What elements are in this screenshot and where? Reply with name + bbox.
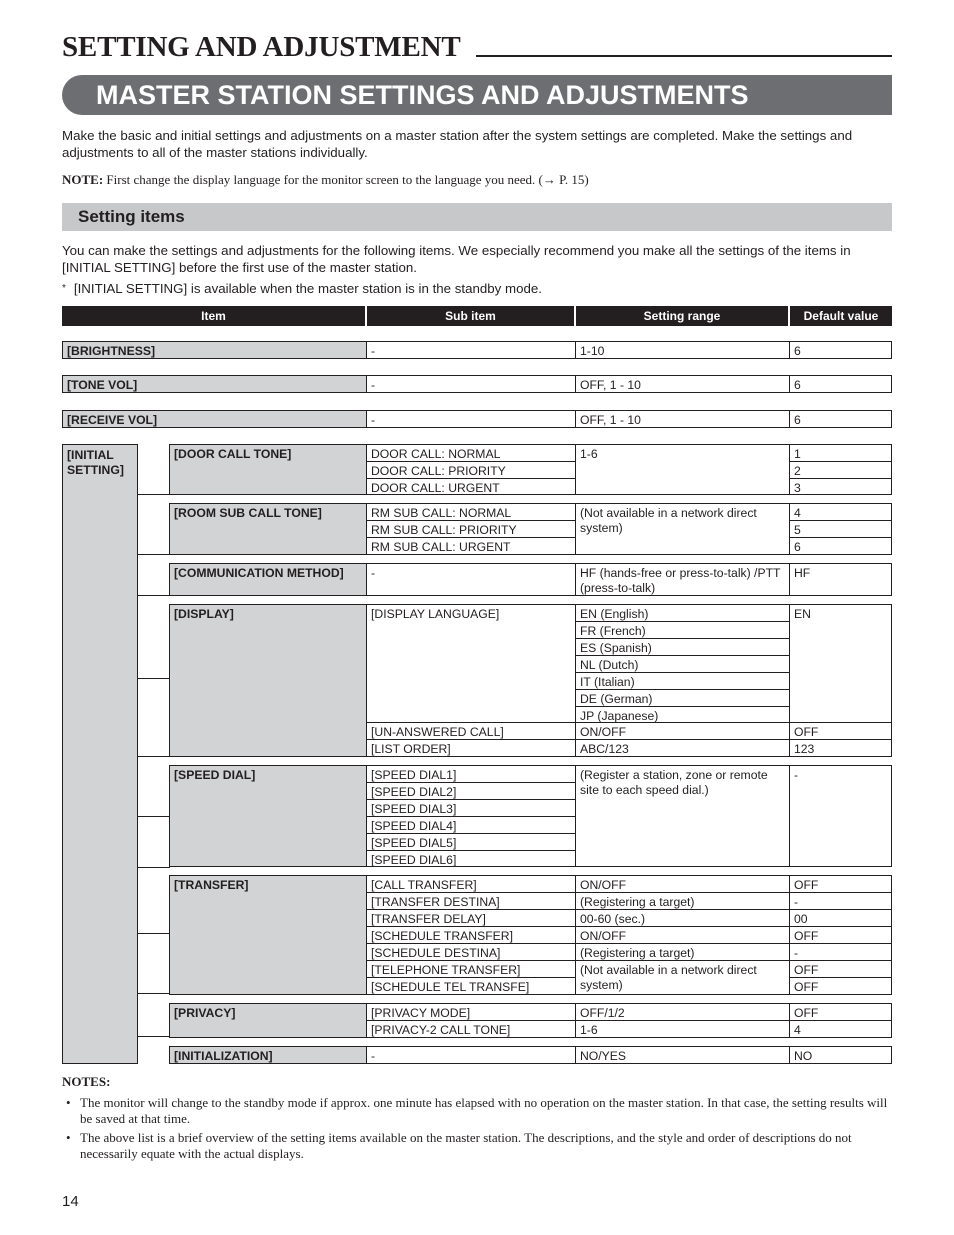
section-header [62, 203, 892, 231]
default-tone-vol: 6 [789, 375, 892, 393]
default-brightness: 6 [789, 341, 892, 359]
item-brightness: [BRIGHTNESS] [62, 341, 367, 359]
bullet-icon: • [66, 1095, 71, 1110]
default-unanswered-call: OFF [789, 722, 892, 740]
notes-title: NOTES: [62, 1074, 111, 1089]
sub-door-call-priority: DOOR CALL: PRIORITY [366, 461, 576, 479]
page-title: MASTER STATION SETTINGS AND ADJUSTMENTS [96, 80, 749, 110]
sub-rm-sub-call-normal: RM SUB CALL: NORMAL [366, 503, 576, 521]
note-label: NOTE: [62, 172, 104, 187]
intro-note [62, 171, 892, 188]
section-title: Setting items [78, 207, 185, 226]
tree-connector [138, 816, 170, 817]
note-item [62, 1095, 892, 1129]
range-language-jp: JP (Japanese) [575, 706, 790, 723]
default-telephone-transfer: OFF [789, 960, 892, 978]
asterisk-note-text: [INITIAL SETTING] is available when the master station is in the standby mode. [73, 281, 542, 296]
range-unanswered-call: ON/OFF [575, 722, 790, 740]
sub-tone-vol: - [366, 375, 576, 393]
item-receive-vol: [RECEIVE VOL] [62, 410, 367, 428]
sub-schedule-transfer: [SCHEDULE TRANSFER] [366, 926, 576, 944]
page-title-banner [62, 75, 892, 115]
sub-privacy-mode: [PRIVACY MODE] [366, 1003, 576, 1021]
sub-speed-dial-5: [SPEED DIAL5] [366, 833, 576, 851]
note-text: The above list is a brief overview of the setting items available on the master station. The descriptions, and the style and order of descriptions do not necessarily equate with the actual displays. [80, 1130, 852, 1161]
chapter-title: SETTING AND ADJUSTMENT [62, 31, 461, 63]
default-door-call-normal: 1 [789, 444, 892, 462]
sub-speed-dial-2: [SPEED DIAL2] [366, 782, 576, 800]
range-receive-vol: OFF, 1 - 10 [575, 410, 790, 428]
range-speed-dial: (Register a station, zone or remote site to each speed dial.) [575, 765, 790, 867]
default-privacy-2-call-tone: 4 [789, 1020, 892, 1038]
default-list-order: 123 [789, 739, 892, 757]
sub-transfer-delay: [TRANSFER DELAY] [366, 909, 576, 927]
range-brightness: 1-10 [575, 341, 790, 359]
range-list-order: ABC/123 [575, 739, 790, 757]
header-sub-item: Sub item [367, 306, 574, 326]
item-communication-method: [COMMUNICATION METHOD] [169, 563, 367, 596]
default-display-language: EN [789, 604, 892, 723]
range-initialization: NO/YES [575, 1046, 790, 1064]
item-tone-vol: [TONE VOL] [62, 375, 367, 393]
range-language-es: ES (Spanish) [575, 638, 790, 656]
default-rm-sub-call-priority: 5 [789, 520, 892, 538]
range-transfer-delay: 00-60 (sec.) [575, 909, 790, 927]
range-tone-vol: OFF, 1 - 10 [575, 375, 790, 393]
tree-connector [138, 993, 170, 994]
sub-speed-dial-6: [SPEED DIAL6] [366, 850, 576, 867]
item-room-sub-call-tone: [ROOM SUB CALL TONE] [169, 503, 367, 555]
item-door-call-tone: [DOOR CALL TONE] [169, 444, 367, 495]
sub-transfer-destina: [TRANSFER DESTINA] [366, 892, 576, 910]
section-paragraph: You can make the settings and adjustments for the following items. We especially recommend you make all the settings of the items in [INITIAL SETTING] before the first use of the master station. [62, 243, 851, 275]
default-transfer-delay: 00 [789, 909, 892, 927]
note-text: First change the display language for the monitor screen to the language you need. (→ P. 15) [103, 172, 589, 187]
item-initialization: [INITIALIZATION] [169, 1046, 367, 1064]
range-communication-method: HF (hands-free or press-to-talk) /PTT (press-to-talk) [575, 563, 790, 596]
default-transfer-destina: - [789, 892, 892, 910]
sub-rm-sub-call-priority: RM SUB CALL: PRIORITY [366, 520, 576, 538]
item-transfer: [TRANSFER] [169, 875, 367, 995]
default-schedule-destina: - [789, 943, 892, 961]
default-schedule-tel-transfe: OFF [789, 977, 892, 995]
default-rm-sub-call-normal: 4 [789, 503, 892, 521]
range-privacy-2-call-tone: 1-6 [575, 1020, 790, 1038]
range-door-call-tone: 1-6 [575, 444, 790, 495]
sub-display-language: [DISPLAY LANGUAGE] [366, 604, 576, 723]
range-transfer-destina: (Registering a target) [575, 892, 790, 910]
sub-initialization: - [366, 1046, 576, 1064]
item-privacy: [PRIVACY] [169, 1003, 367, 1038]
sub-unanswered-call: [UN-ANSWERED CALL] [366, 722, 576, 740]
item-initial-setting: [INITIAL SETTING] [62, 444, 138, 1064]
intro-paragraph: Make the basic and initial settings and adjustments on a master station after the system settings are completed. Make the settings and adjustments to all of the master stations individually. [62, 128, 853, 160]
default-initialization: NO [789, 1046, 892, 1064]
range-call-transfer: ON/OFF [575, 875, 790, 893]
range-language-it: IT (Italian) [575, 672, 790, 690]
range-privacy-mode: OFF/1/2 [575, 1003, 790, 1021]
tree-connector [138, 867, 170, 868]
default-call-transfer: OFF [789, 875, 892, 893]
sub-communication-method: - [366, 563, 576, 596]
sub-schedule-destina: [SCHEDULE DESTINA] [366, 943, 576, 961]
default-privacy-mode: OFF [789, 1003, 892, 1021]
default-communication-method: HF [789, 563, 892, 596]
sub-brightness: - [366, 341, 576, 359]
sub-speed-dial-4: [SPEED DIAL4] [366, 816, 576, 834]
sub-list-order: [LIST ORDER] [366, 739, 576, 757]
default-schedule-transfer: OFF [789, 926, 892, 944]
asterisk-note [62, 280, 892, 297]
header-setting-range: Setting range [576, 306, 788, 326]
sub-door-call-normal: DOOR CALL: NORMAL [366, 444, 576, 462]
asterisk-symbol: * [62, 283, 66, 294]
tree-connector [138, 1036, 170, 1037]
default-door-call-priority: 2 [789, 461, 892, 479]
default-speed-dial: - [789, 765, 892, 867]
sub-door-call-urgent: DOOR CALL: URGENT [366, 478, 576, 495]
default-door-call-urgent: 3 [789, 478, 892, 495]
range-language-fr: FR (French) [575, 621, 790, 639]
sub-schedule-tel-transfe: [SCHEDULE TEL TRANSFE] [366, 977, 576, 995]
sub-receive-vol: - [366, 410, 576, 428]
header-item: Item [62, 306, 365, 326]
header-default-value: Default value [790, 306, 892, 326]
item-display: [DISPLAY] [169, 604, 367, 757]
note-text: The monitor will change to the standby mode if approx. one minute has elapsed with no operation on the master station. In that case, the setting results will be saved at that time. [80, 1095, 888, 1126]
tree-connector [138, 933, 170, 934]
tree-connector [138, 595, 170, 596]
tree-connector [138, 494, 170, 495]
sub-call-transfer: [CALL TRANSFER] [366, 875, 576, 893]
range-language-de: DE (German) [575, 689, 790, 707]
chapter-rule [476, 55, 892, 57]
range-language-nl: NL (Dutch) [575, 655, 790, 673]
sub-rm-sub-call-urgent: RM SUB CALL: URGENT [366, 537, 576, 555]
tree-connector [138, 756, 170, 757]
default-receive-vol: 6 [789, 410, 892, 428]
item-speed-dial: [SPEED DIAL] [169, 765, 367, 867]
bullet-icon: • [66, 1130, 71, 1145]
range-telephone-transfer: (Not available in a network direct system) [575, 960, 790, 995]
note-item [62, 1130, 892, 1164]
page-number: 14 [62, 1193, 79, 1210]
tree-connector [138, 554, 170, 555]
default-rm-sub-call-urgent: 6 [789, 537, 892, 555]
tree-connector [138, 678, 170, 679]
range-room-sub-call-tone: (Not available in a network direct system) [575, 503, 790, 555]
sub-telephone-transfer: [TELEPHONE TRANSFER] [366, 960, 576, 978]
sub-speed-dial-1: [SPEED DIAL1] [366, 765, 576, 783]
range-schedule-destina: (Registering a target) [575, 943, 790, 961]
sub-privacy-2-call-tone: [PRIVACY-2 CALL TONE] [366, 1020, 576, 1038]
sub-speed-dial-3: [SPEED DIAL3] [366, 799, 576, 817]
range-language-en: EN (English) [575, 604, 790, 622]
range-schedule-transfer: ON/OFF [575, 926, 790, 944]
